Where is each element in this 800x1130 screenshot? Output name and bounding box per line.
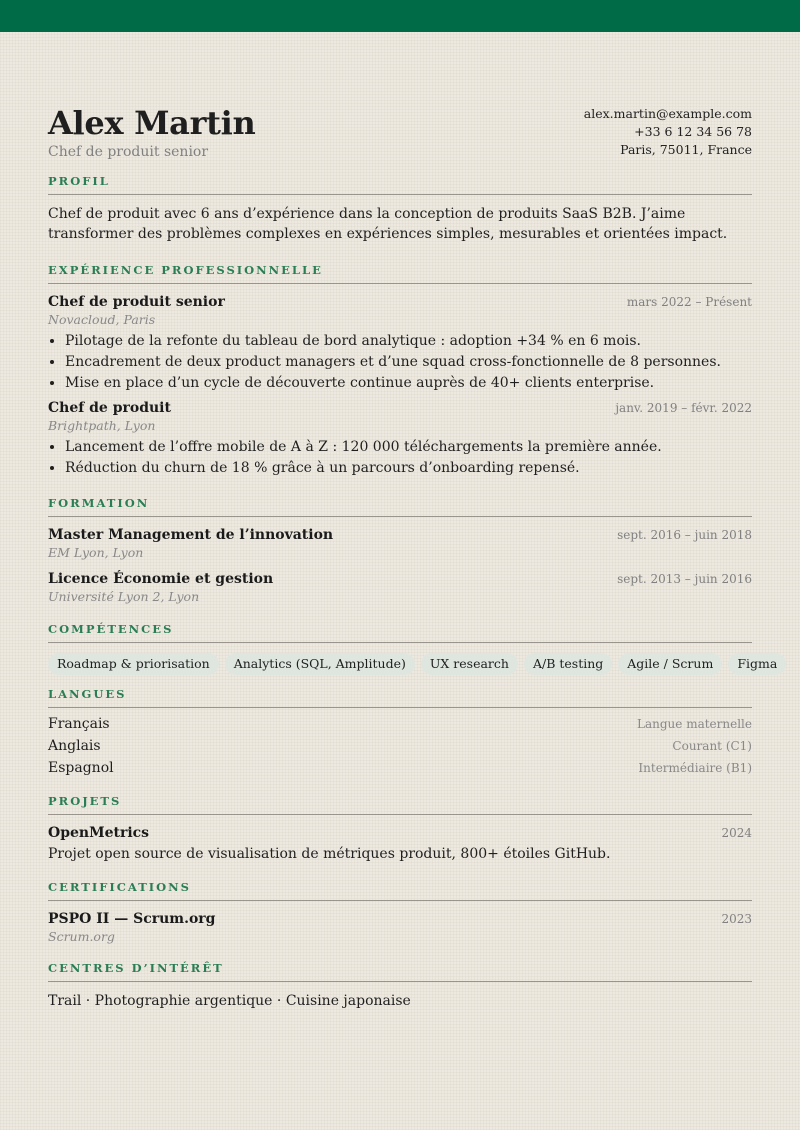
section-title-profile: PROFIL <box>48 174 752 195</box>
language-row <box>48 738 752 760</box>
skills-list <box>48 653 778 675</box>
section-title-projects: PROJETS <box>48 794 752 815</box>
degree-dates: sept. 2016 – juin 2018 <box>617 528 752 542</box>
language-row <box>48 760 752 782</box>
section-title-interests: CENTRES D’INTÉRÊT <box>48 961 752 982</box>
job-company: Brightpath, Lyon <box>48 418 156 433</box>
degree-dates: sept. 2013 – juin 2016 <box>617 572 752 586</box>
language-level: Langue maternelle <box>637 717 752 731</box>
job-bullet: • Lancement de l’offre mobile de A à Z : 120 000 téléchargements la première année. <box>65 437 752 458</box>
resume-header <box>48 104 752 174</box>
skill-chip: Agile / Scrum <box>618 653 722 675</box>
top-accent-bar <box>0 0 800 32</box>
skill-chip: Analytics (SQL, Amplitude) <box>225 653 415 675</box>
job-dates: janv. 2019 – févr. 2022 <box>615 401 752 415</box>
email[interactable]: alex.martin@example.com <box>583 106 752 121</box>
job-bullets <box>48 437 752 479</box>
language-level: Intermédiaire (B1) <box>638 761 752 775</box>
certification-entry <box>48 910 752 945</box>
identity <box>48 104 255 161</box>
certification-year: 2023 <box>721 912 752 926</box>
skills-section <box>48 622 778 675</box>
location: Paris, 75011, France <box>620 142 752 157</box>
project-entry <box>48 824 752 864</box>
skill-chip: Figma <box>728 653 786 675</box>
language-level: Courant (C1) <box>672 739 752 753</box>
languages-list <box>48 716 752 782</box>
phone[interactable]: +33 6 12 34 56 78 <box>634 124 752 139</box>
education-entry <box>48 570 752 605</box>
language-name: Espagnol <box>48 760 114 776</box>
section-title-skills: COMPÉTENCES <box>48 622 752 643</box>
job-dates: mars 2022 – Présent <box>626 295 752 309</box>
full-name: Alex Martin <box>48 104 256 142</box>
job-entry <box>48 399 752 479</box>
languages-section <box>48 687 752 782</box>
skill-chip: A/B testing <box>524 653 612 675</box>
section-title-certifications: CERTIFICATIONS <box>48 880 752 901</box>
job-bullet: • Encadrement de deux product managers et d’une squad cross-fonctionnelle de 8 personnes. <box>65 352 752 373</box>
job-role: Chef de produit senior <box>48 144 209 160</box>
school-name: EM Lyon, Lyon <box>48 545 144 560</box>
project-name: OpenMetrics <box>48 825 150 841</box>
project-description: Projet open source de visualisation de métriques produit, 800+ étoiles GitHub. <box>48 846 611 862</box>
job-title: Chef de produit senior <box>48 294 225 310</box>
interests-section <box>48 961 752 1011</box>
projects-section <box>48 794 752 864</box>
job-title: Chef de produit <box>48 400 171 416</box>
job-bullets <box>48 331 752 394</box>
job-bullet: • Pilotage de la refonte du tableau de bord analytique : adoption +34 % en 6 mois. <box>65 331 752 352</box>
job-bullet: • Réduction du churn de 18 % grâce à un parcours d’onboarding repensé. <box>65 458 752 479</box>
certification-issuer: Scrum.org <box>48 929 115 944</box>
profile-text: Chef de produit avec 6 ans d’expérience dans la conception de produits SaaS B2B. J’aime transformer des problèmes complexes en expériences simples, mesurables et orientées impact. <box>48 206 728 242</box>
profile-section <box>48 174 752 244</box>
interests-text: Trail · Photographie argentique · Cuisine japonaise <box>48 993 411 1009</box>
degree-title: Licence Économie et gestion <box>48 571 274 587</box>
language-name: Français <box>48 716 110 732</box>
experience-section <box>48 263 752 479</box>
contact-block <box>584 104 752 159</box>
language-row <box>48 716 752 738</box>
language-name: Anglais <box>48 738 101 754</box>
section-title-education: FORMATION <box>48 496 752 517</box>
skill-chip: UX research <box>421 653 518 675</box>
education-section <box>48 496 752 605</box>
section-title-languages: LANGUES <box>48 687 752 708</box>
certification-name: PSPO II — Scrum.org <box>48 911 216 927</box>
certifications-section <box>48 880 752 945</box>
degree-title: Master Management de l’innovation <box>48 527 334 543</box>
resume-page <box>48 104 778 1011</box>
project-year: 2024 <box>721 826 752 840</box>
job-company: Novacloud, Paris <box>48 312 156 327</box>
job-entry <box>48 293 752 394</box>
school-name: Université Lyon 2, Lyon <box>48 589 200 604</box>
section-title-experience: EXPÉRIENCE PROFESSIONNELLE <box>48 263 752 284</box>
skill-chip: Roadmap & priorisation <box>48 653 219 675</box>
education-entry <box>48 526 752 561</box>
job-bullet: • Mise en place d’un cycle de découverte continue auprès de 40+ clients enterprise. <box>65 373 752 394</box>
